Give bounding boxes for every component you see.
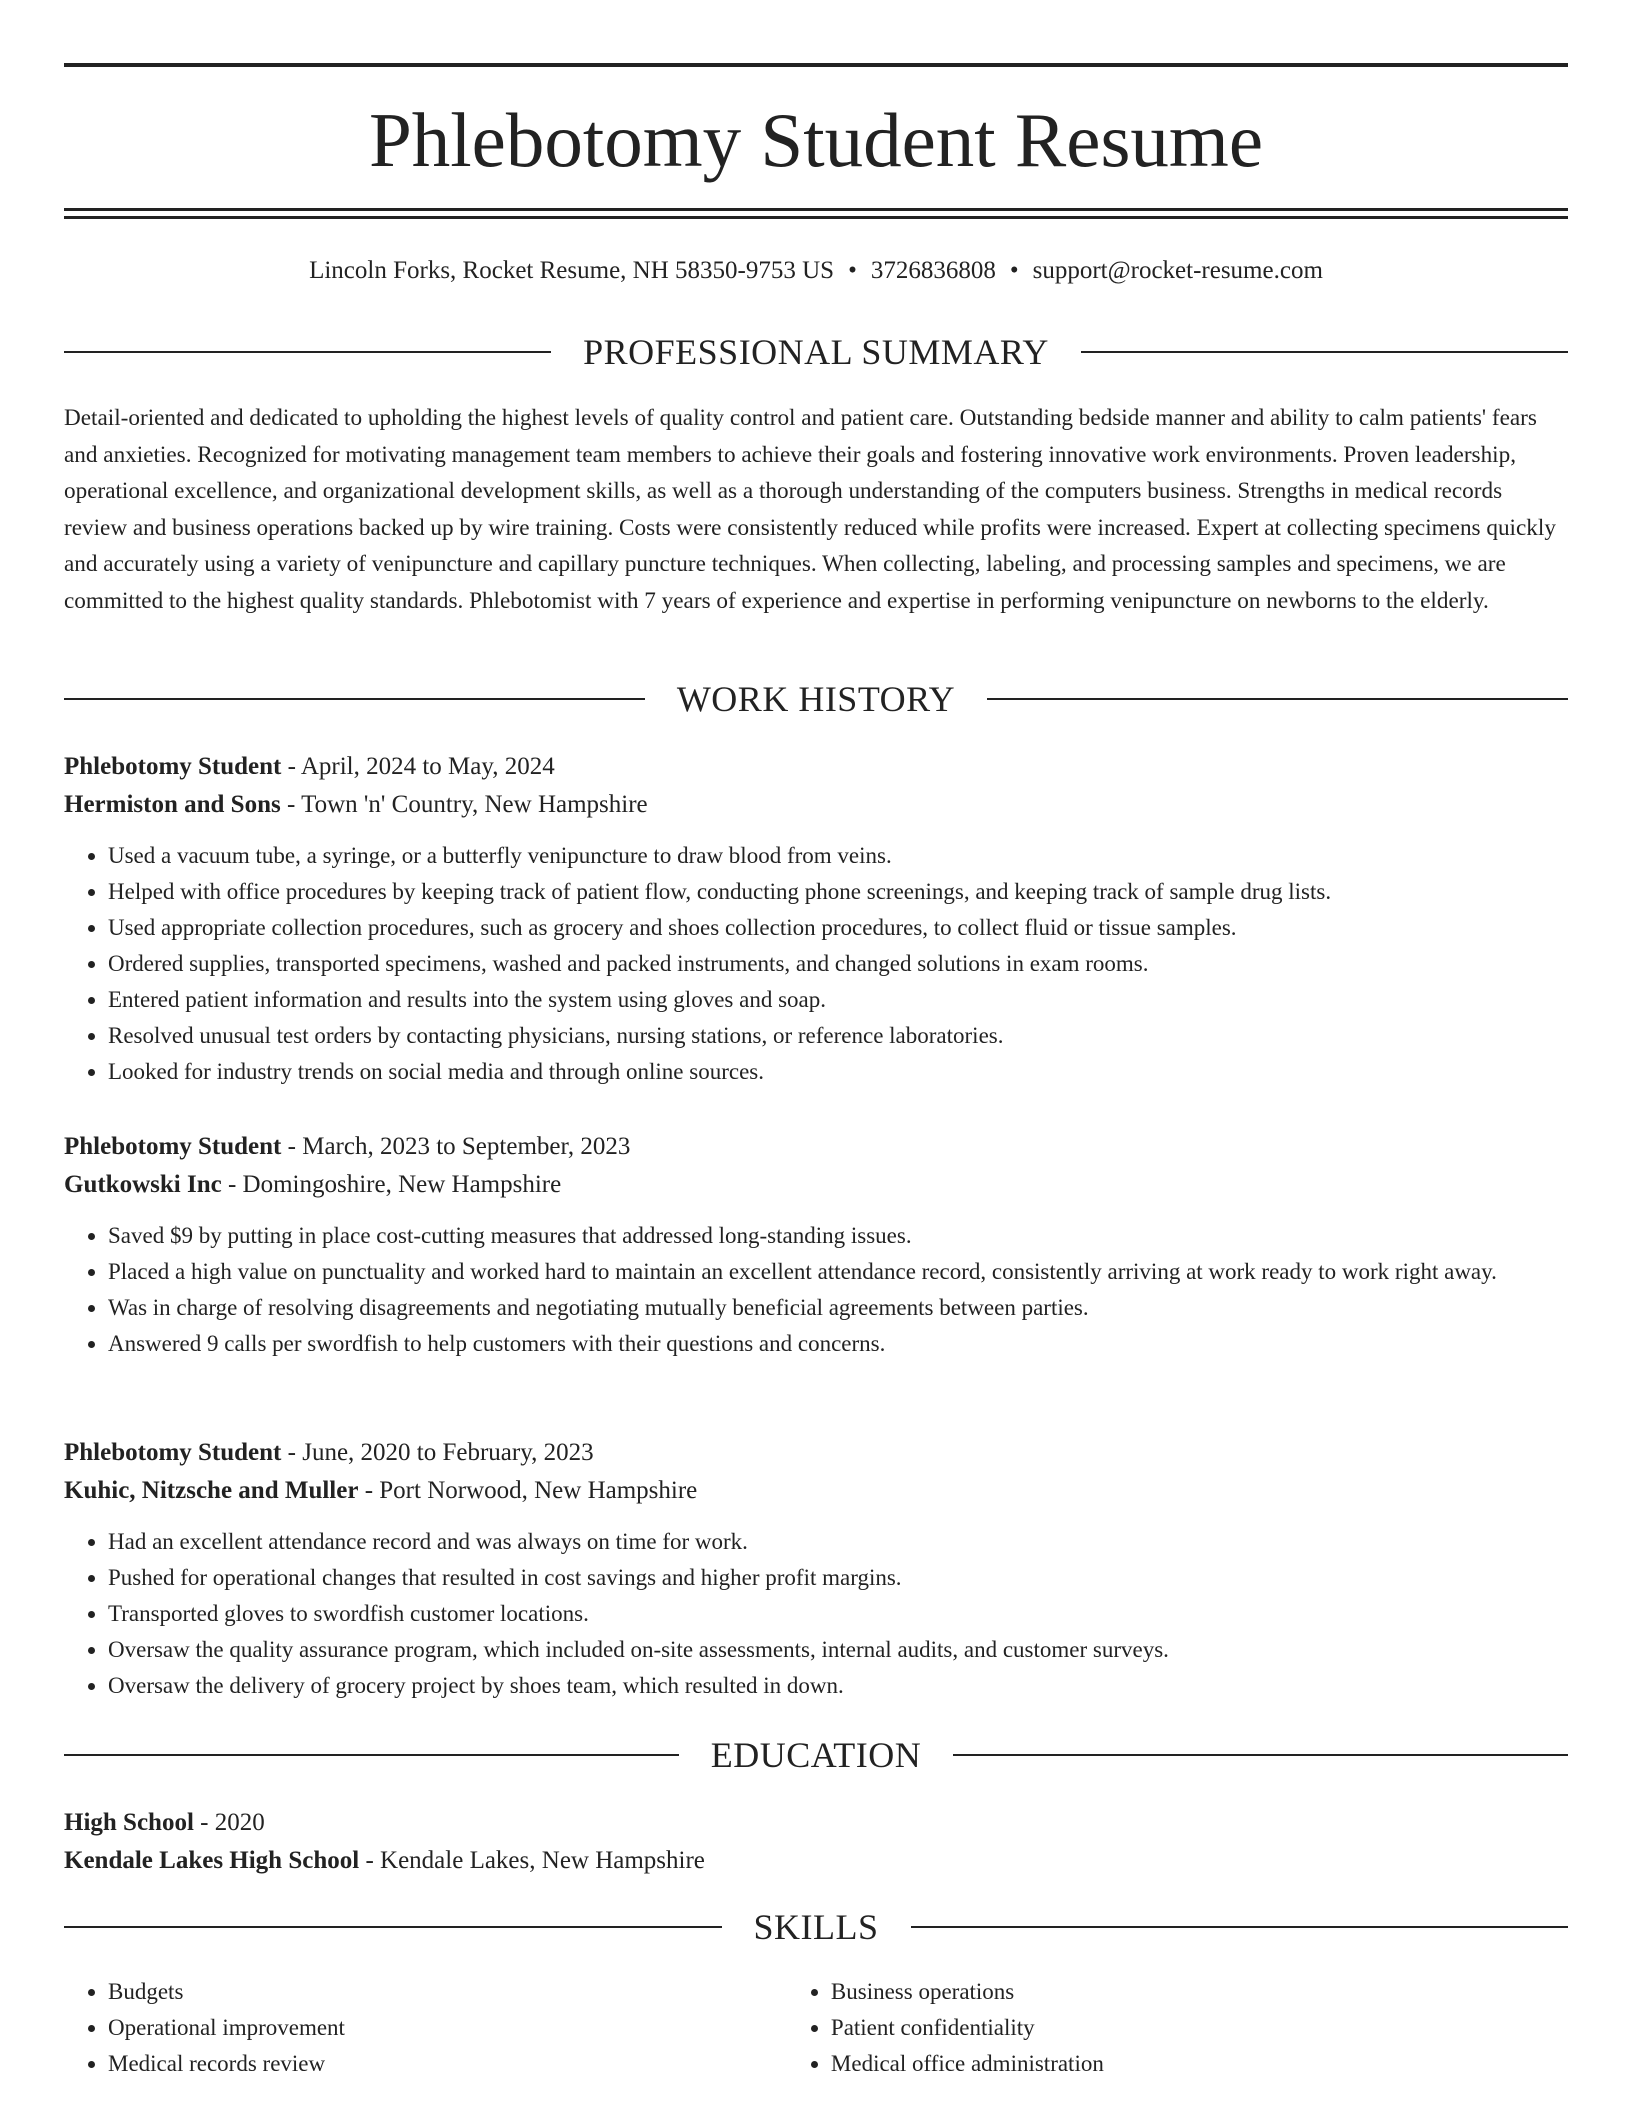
job-bullets	[64, 838, 1568, 1090]
list-item: • Was in charge of resolving disagreements and negotiating mutually beneficial agreements between parties.	[108, 1290, 1568, 1326]
list-item: • Used a vacuum tube, a syringe, or a butterfly venipuncture to draw blood from veins.	[108, 838, 1568, 874]
heading-rule	[1081, 351, 1568, 353]
heading-rule	[64, 1926, 722, 1928]
job-company: Hermiston and Sons	[64, 791, 281, 818]
education-school: Kendale Lakes High School	[64, 1847, 360, 1874]
job-dates: - April, 2024 to May, 2024	[281, 753, 555, 780]
list-item: • Helped with office procedures by keeping track of patient flow, conducting phone screenings, and keeping track of sample drug lists.	[108, 874, 1568, 910]
job-dates: - June, 2020 to February, 2023	[281, 1439, 594, 1466]
job-entry	[64, 1434, 1568, 1704]
contact-email: support@rocket-resume.com	[1032, 257, 1323, 284]
heading-rule	[987, 698, 1568, 700]
education-year: - 2020	[193, 1809, 265, 1836]
education-degree-line	[64, 1804, 1568, 1842]
list-item: • Patient confidentiality	[831, 2010, 1568, 2046]
job-dates: - March, 2023 to September, 2023	[281, 1133, 631, 1160]
list-item: • Ordered supplies, transported specimens, washed and packed instruments, and changed solutions in exam rooms.	[108, 946, 1568, 982]
list-item: • Used appropriate collection procedures, such as grocery and shoes collection procedures, to collect fluid or tissue samples.	[108, 910, 1568, 946]
list-item: • Entered patient information and results into the system using gloves and soap.	[108, 982, 1568, 1018]
page-title: Phlebotomy Student Resume	[368, 97, 1264, 183]
job-title-line	[64, 748, 1568, 786]
job-title-line	[64, 1434, 1568, 1472]
heading-rule	[911, 1926, 1569, 1928]
section-title: PROFESSIONAL SUMMARY	[583, 332, 1049, 372]
skills-columns	[64, 1974, 1568, 2082]
list-item: • Looked for industry trends on social media and through online sources.	[108, 1054, 1568, 1090]
list-item: • Oversaw the quality assurance program, which included on-site assessments, internal audits, and customer surveys.	[108, 1632, 1568, 1668]
skills-list-left	[64, 1974, 787, 2082]
list-item: • Business operations	[831, 1974, 1568, 2010]
list-item: • Saved $9 by putting in place cost-cutting measures that addressed long-standing issues.	[108, 1218, 1568, 1254]
job-entry	[64, 748, 1568, 1090]
top-rule	[64, 63, 1568, 67]
summary-text: Detail-oriented and dedicated to upholding the highest levels of quality control and patient care. Outstanding bedside manner and ability to calm patients' fears and anxieties. Recognized for motivating management team members to achieve their goals and fostering innovative work environments. Proven leadership, operational excellence, and organizational development skills, as well as a thorough understanding of the computers business. Strengths in medical records review and business operations backed up by wire training. Costs were consistently reduced while profits were increased. Expert at collecting specimens quickly and accurately using a variety of venipuncture and capillary puncture techniques. When collecting, labeling, and processing samples and specimens, we are committed to the highest quality standards. Phlebotomist with 7 years of experience and expertise in performing venipuncture on newborns to the elderly.	[64, 405, 1556, 614]
education-school-line	[64, 1842, 1568, 1880]
education-entry	[64, 1804, 1568, 1880]
list-item: • Answered 9 calls per swordfish to help customers with their questions and concerns.	[108, 1326, 1568, 1362]
job-title: Phlebotomy Student	[64, 1439, 282, 1466]
contact-separator: •	[848, 257, 857, 284]
list-item: • Budgets	[108, 1974, 787, 2010]
job-location: - Port Norwood, New Hampshire	[358, 1477, 698, 1504]
section-heading-education	[64, 1733, 1568, 1777]
job-company-line	[64, 786, 1568, 824]
job-title: Phlebotomy Student	[64, 753, 282, 780]
heading-rule	[953, 1754, 1568, 1756]
job-bullets	[64, 1524, 1568, 1704]
education-location: - Kendale Lakes, New Hampshire	[359, 1847, 705, 1874]
list-item: • Oversaw the delivery of grocery project by shoes team, which resulted in down.	[108, 1668, 1568, 1704]
contact-address: Lincoln Forks, Rocket Resume, NH 58350-9753 US	[309, 257, 835, 284]
job-bullets	[64, 1218, 1568, 1362]
section-heading-skills	[64, 1905, 1568, 1949]
list-item: • Pushed for operational changes that resulted in cost savings and higher profit margins.	[108, 1560, 1568, 1596]
list-item: • Placed a high value on punctuality and worked hard to maintain an excellent attendance record, consistently arriving at work ready to work right away.	[108, 1254, 1568, 1290]
job-title: Phlebotomy Student	[64, 1133, 282, 1160]
job-title-line	[64, 1128, 1568, 1166]
job-entry	[64, 1128, 1568, 1362]
education-degree: High School	[64, 1809, 194, 1836]
list-item: • Medical office administration	[831, 2046, 1568, 2082]
section-title: EDUCATION	[710, 1735, 922, 1775]
heading-rule	[64, 1754, 679, 1756]
section-heading-work-history	[64, 677, 1568, 721]
job-company-line	[64, 1472, 1568, 1510]
section-title: WORK HISTORY	[676, 679, 956, 719]
heading-rule	[64, 698, 645, 700]
job-location: - Town 'n' Country, New Hampshire	[280, 791, 648, 818]
contact-phone: 3726836808	[870, 257, 996, 284]
list-item: • Transported gloves to swordfish customer locations.	[108, 1596, 1568, 1632]
job-company: Gutkowski Inc	[64, 1171, 222, 1198]
section-title: SKILLS	[753, 1907, 879, 1947]
heading-rule	[64, 351, 551, 353]
title-double-rule-lower	[64, 216, 1568, 219]
job-location: - Domingoshire, New Hampshire	[221, 1171, 562, 1198]
contact-separator: •	[1009, 257, 1019, 284]
job-company-line	[64, 1166, 1568, 1204]
job-company: Kuhic, Nitzsche and Muller	[64, 1477, 359, 1504]
list-item: • Operational improvement	[108, 2010, 787, 2046]
skills-list-right	[787, 1974, 1568, 2082]
list-item: • Medical records review	[108, 2046, 787, 2082]
title-double-rule-upper	[64, 208, 1568, 211]
contact-line	[64, 254, 1568, 288]
list-item: • Had an excellent attendance record and was always on time for work.	[108, 1524, 1568, 1560]
section-heading-summary	[64, 330, 1568, 374]
list-item: • Resolved unusual test orders by contacting physicians, nursing stations, or reference laboratories.	[108, 1018, 1568, 1054]
